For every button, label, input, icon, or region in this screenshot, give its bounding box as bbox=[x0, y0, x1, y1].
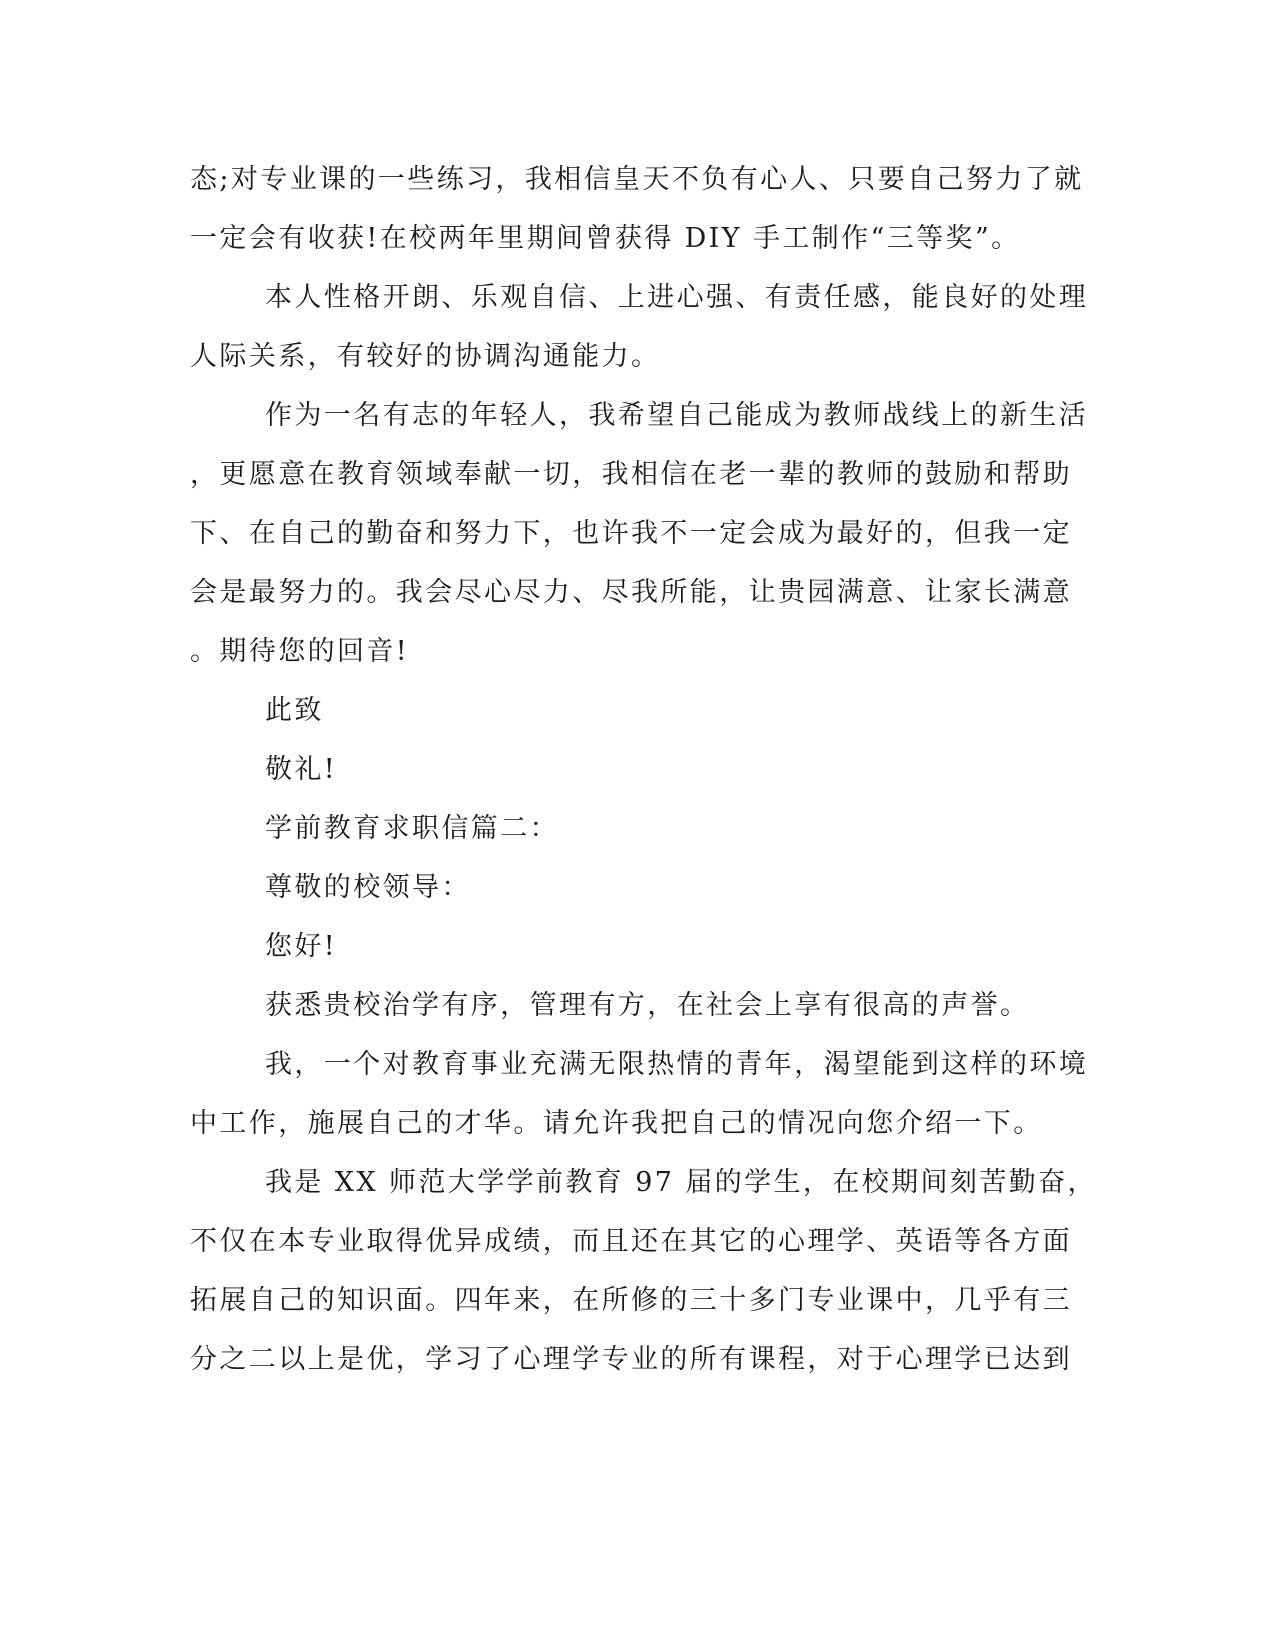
paragraph-start: 我是 XX 师范大学学前教育 97 届的学生，在校期间刻苦勤奋， bbox=[265, 1167, 1097, 1198]
paragraph-start: 我，一个对教育事业充满无限热情的青年，渴望能到这样的环境 bbox=[265, 1049, 1089, 1080]
section-heading: 学前教育求职信篇二： bbox=[265, 813, 559, 844]
paragraph-start: 作为一名有志的年轻人，我希望自己能成为教师战线上的新生活 bbox=[265, 400, 1089, 431]
text-line: 一定会有收获!在校两年里期间曾获得 DIY 手工制作“三等奖”。 bbox=[190, 223, 1021, 254]
text-line: 人际关系，有较好的协调沟通能力。 bbox=[190, 341, 661, 372]
paragraph-start: 获悉贵校治学有序，管理有方，在社会上享有很高的声誉。 bbox=[265, 990, 1030, 1021]
closing-salutation: 此致 bbox=[265, 695, 324, 726]
text-line: 态;对专业课的一些练习，我相信皇天不负有心人、只要自己努力了就 bbox=[190, 164, 1084, 195]
text-line: 中工作，施展自己的才华。请允许我把自己的情况向您介绍一下。 bbox=[190, 1108, 1043, 1139]
letter-salutation: 尊敬的校领导： bbox=[265, 872, 471, 903]
paragraph-start: 本人性格开朗、乐观自信、上进心强、有责任感，能良好的处理 bbox=[265, 282, 1089, 313]
text-line: 拓展自己的知识面。四年来，在所修的三十多门专业课中，几乎有三 bbox=[190, 1285, 1072, 1316]
text-line: ，更愿意在教育领域奉献一切，我相信在老一辈的教师的鼓励和帮助 bbox=[190, 459, 1072, 490]
text-line: 会是最努力的。我会尽心尽力、尽我所能，让贵园满意、让家长满意 bbox=[190, 577, 1072, 608]
text-line: 分之二以上是优，学习了心理学专业的所有课程，对于心理学已达到 bbox=[190, 1344, 1072, 1375]
letter-greeting: 您好! bbox=[265, 931, 338, 962]
text-line: 。期待您的回音! bbox=[190, 636, 410, 667]
text-line: 下、在自己的勤奋和努力下，也许我不一定会成为最好的，但我一定 bbox=[190, 518, 1072, 549]
text-line: 不仅在本专业取得优异成绩，而且还在其它的心理学、英语等各方面 bbox=[190, 1226, 1072, 1257]
closing-greeting: 敬礼! bbox=[265, 754, 338, 785]
